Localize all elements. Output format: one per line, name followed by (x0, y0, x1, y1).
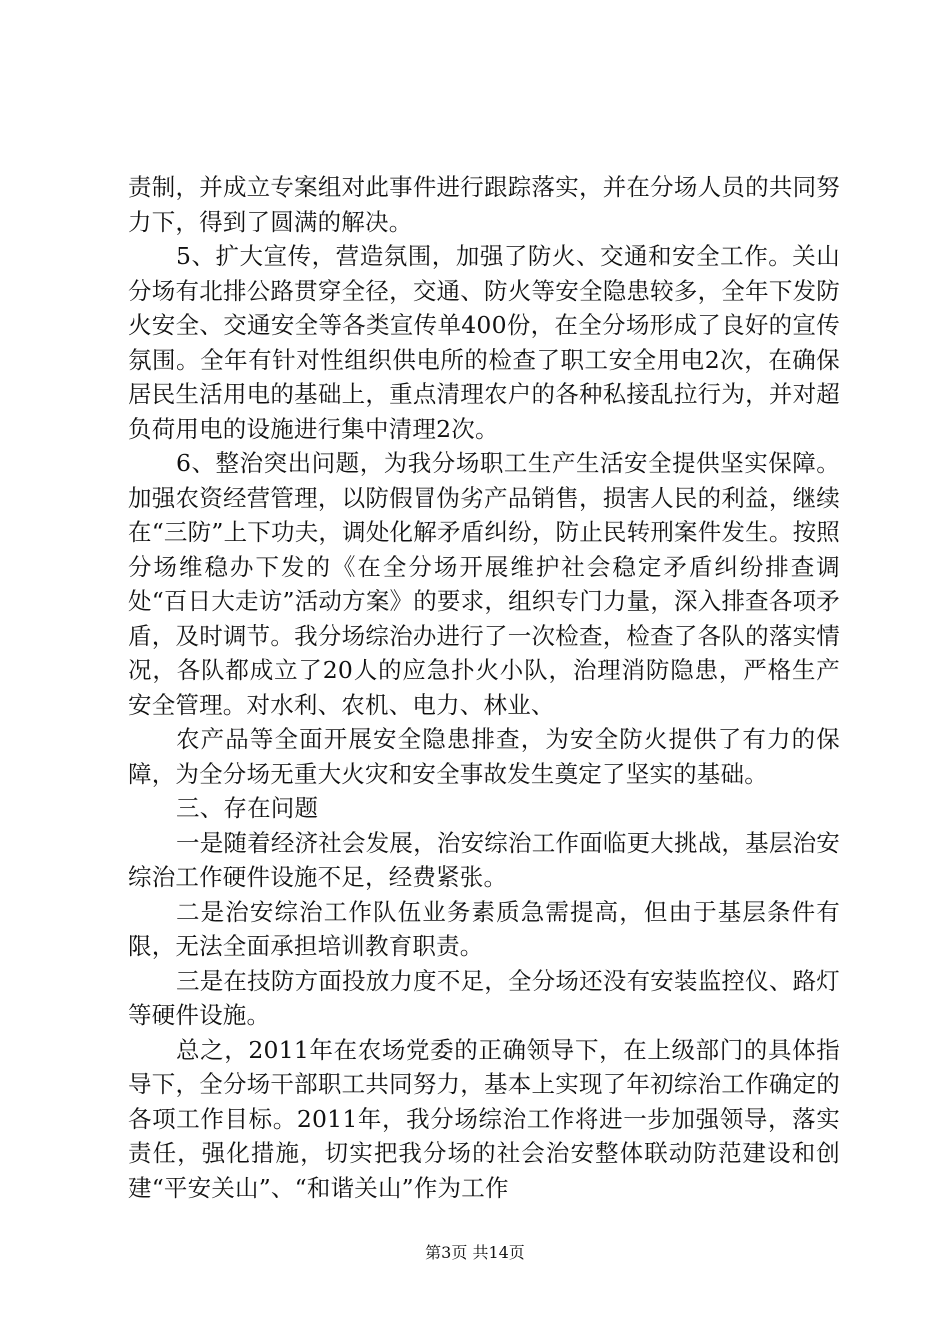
paragraph-2: 5、扩大宣传，营造氛围，加强了防火、交通和安全工作。关山分场有北排公路贯穿全径，交通、防火等安全隐患较多，全年下发防火安全、交通安全等各类宣传单400份，在全分场形成了良好的宣传氛围。全年有针对性组织供电所的检查了职工安全用电2次，在确保居民生活用电的基础上，重点清理农户的各种私接乱拉行为，并对超负荷用电的设施进行集中清理2次。 (128, 242, 840, 443)
paragraph-6: 一是随着经济社会发展，治安综治工作面临更大挑战，基层治安综治工作硬件设施不足，经费紧张。 (128, 828, 840, 891)
paragraph-8: 三是在技防方面投放力度不足，全分场还没有安装监控仪、路灯等硬件设施。 (128, 966, 840, 1029)
paragraph-4: 农产品等全面开展安全隐患排查，为安全防火提供了有力的保障，为全分场无重大火灾和安全事故发生奠定了坚实的基础。 (128, 725, 840, 788)
paragraph-3: 6、整治突出问题，为我分场职工生产生活安全提供坚实保障。加强农资经营管理，以防假冒伪劣产品销售，损害人民的利益，继续在“三防”上下功夫，调处化解矛盾纠纷，防止民转刑案件发生。按照分场维稳办下发的《在全分场开展维护社会稳定矛盾纠纷排查调处“百日大走访”活动方案》的要求，组织专门力量，深入排查各项矛盾，及时调节。我分场综治办进行了一次检查，检查了各队的落实情况，各队都成立了20人的应急扑火小队，治理消防隐患，严格生产安全管理。对水利、农机、电力、林业、 (128, 449, 840, 719)
paragraph-9: 总之，2011年在农场党委的正确领导下，在上级部门的具体指导下，全分场干部职工共同努力，基本上实现了年初综治工作确定的各项工作目标。2011年，我分场综治工作将进一步加强领导，落实责任，强化措施，切实把我分场的社会治安整体联动防范建设和创建“平安关山”、“和谐关山”作为工作 (128, 1035, 840, 1202)
document-body (128, 170, 840, 1205)
section-heading: 三、存在问题 (176, 794, 319, 822)
paragraph-7: 二是治安综治工作队伍业务素质急需提高，但由于基层条件有限，无法全面承担培训教育职责。 (128, 897, 840, 960)
page-footer: 第3页 共14页 (425, 1243, 525, 1262)
paragraph-1: 责制，并成立专案组对此事件进行跟踪落实，并在分场人员的共同努力下，得到了圆满的解决。 (128, 173, 840, 236)
